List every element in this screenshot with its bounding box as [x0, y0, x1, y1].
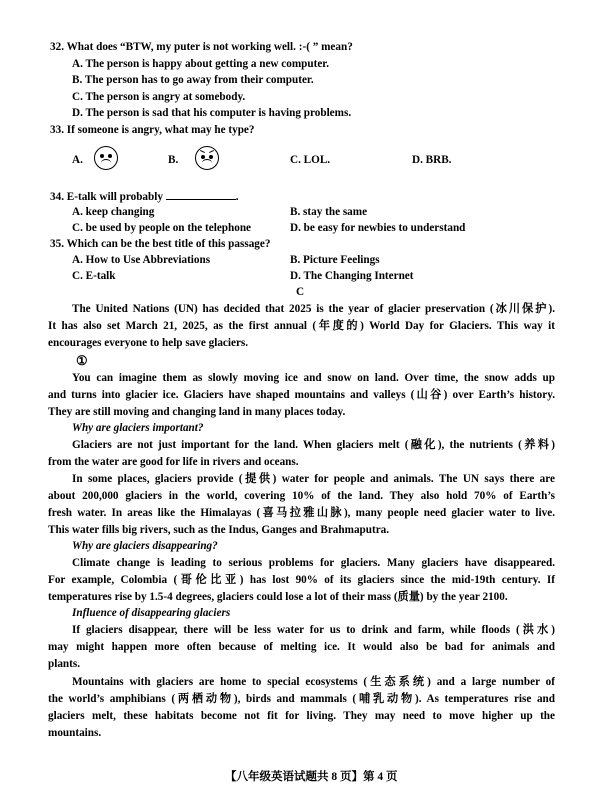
q35-stem: 35. Which can be the best title of this passage?: [50, 238, 271, 250]
p7-line-4: mountains.: [48, 727, 102, 739]
p7-line-1: Mountains with glaciers are home to special ecosystems (生态系统) and a large number of: [72, 676, 555, 688]
p4-line-1: In some places, glaciers provide (提供) water for people and animals. The UN says there are: [72, 473, 555, 485]
p7-line-3: glaciers melt, these habitats become not fit for living. They may need to move higher up the: [48, 710, 555, 722]
p6-line-3: plants.: [48, 658, 81, 670]
sad-face-icon: [94, 146, 118, 170]
q35-option-c: C. E-talk: [72, 270, 116, 282]
q33-option-c: C. LOL.: [290, 154, 331, 166]
q32-stem: 32. What does “BTW, my puter is not working well. :-( ” mean?: [50, 41, 353, 53]
q35-option-b: B. Picture Feelings: [290, 254, 380, 266]
answer-blank: [166, 189, 236, 200]
p6-line-1: If glaciers disappear, there will be less water for us to drink and farm, while floods (洪水): [72, 624, 555, 636]
q32-option-c: C. The person is angry at somebody.: [72, 91, 246, 103]
q34-option-c: C. be used by people on the telephone: [72, 222, 252, 234]
p5-line-3: temperatures rise by 1.5-4 degrees, glaciers could lose a lot of their mass (质量) by the year 2100.: [48, 591, 508, 603]
q32-option-d: D. The person is sad that his computer is having problems.: [72, 107, 352, 119]
q34-option-a: A. keep changing: [72, 206, 155, 218]
section-letter: C: [296, 286, 305, 298]
q33-stem: 33. If someone is angry, what may he type?: [50, 124, 255, 136]
q34-stem: 34. E-talk will probably .: [50, 191, 239, 203]
heading-influence: Influence of disappearing glaciers: [72, 607, 231, 619]
q33-option-d: D. BRB.: [412, 154, 452, 166]
p2-line-3: They are still moving and changing land in many places today.: [48, 406, 346, 418]
page-footer: 【八年级英语试题共 8 页】第 4 页: [225, 771, 398, 783]
q34-option-b: B. stay the same: [290, 206, 368, 218]
p4-line-2: about 200,000 glaciers in the world, covering 10% of the land. They also hold 70% of Earth’s: [48, 490, 555, 502]
p2-line-1: You can imagine them as slowly moving ice and snow on land. Over time, the snow adds up: [72, 372, 555, 384]
p7-line-2: the world’s amphibians (两栖动物), birds and mammals (哺乳动物). As temperatures rise and: [48, 693, 555, 705]
heading-why-disappearing: Why are glaciers disappearing?: [72, 540, 218, 552]
p4-line-4: This water fills big rivers, such as the Indus, Ganges and Brahmaputra.: [48, 524, 390, 536]
p1-line-1: The United Nations (UN) has decided that 2025 is the year of glacier preservation (冰川保护).: [72, 303, 555, 315]
p1-line-2: It has also set March 21, 2025, as the first annual (年度的) World Day for Glaciers. This way it: [48, 320, 555, 332]
p5-line-2: For example, Colombia (哥伦比亚) has lost 90% of its glaciers since the mid-19th century. If: [48, 574, 555, 586]
q32-option-b: B. The person has to go away from their computer.: [72, 74, 314, 86]
p5-line-1: Climate change is leading to serious problems for glaciers. Many glaciers have disappeared.: [72, 557, 555, 569]
q33-option-b-label: B.: [168, 154, 179, 166]
heading-why-important: Why are glaciers important?: [72, 422, 204, 434]
p2-line-2: and turns into glacier ice. Glaciers have shaped mountains and valleys (山谷) over Earth’s history.: [48, 389, 555, 401]
p1-line-3: encourages everyone to help save glaciers.: [48, 337, 249, 349]
blank-marker-1: ①: [76, 353, 88, 368]
q33-option-a-label: A.: [72, 154, 83, 166]
q32-option-a: A. The person is happy about getting a new computer.: [72, 58, 330, 70]
p3-line-2: from the water are good for life in rivers and oceans.: [48, 456, 299, 468]
q35-option-d: D. The Changing Internet: [290, 270, 414, 282]
angry-face-icon: [195, 146, 219, 170]
q35-option-a: A. How to Use Abbreviations: [72, 254, 211, 266]
p4-line-3: fresh water. In areas like the Himalayas (喜马拉雅山脉), many people need glacier water to live.: [48, 507, 555, 519]
q34-option-d: D. be easy for newbies to understand: [290, 222, 466, 234]
p3-line-1: Glaciers are not just important for the land. When glaciers melt (融化), the nutrients (养料): [72, 439, 555, 451]
p6-line-2: may might happen more often because of melting ice. It would also be bad for animals and: [48, 641, 555, 653]
